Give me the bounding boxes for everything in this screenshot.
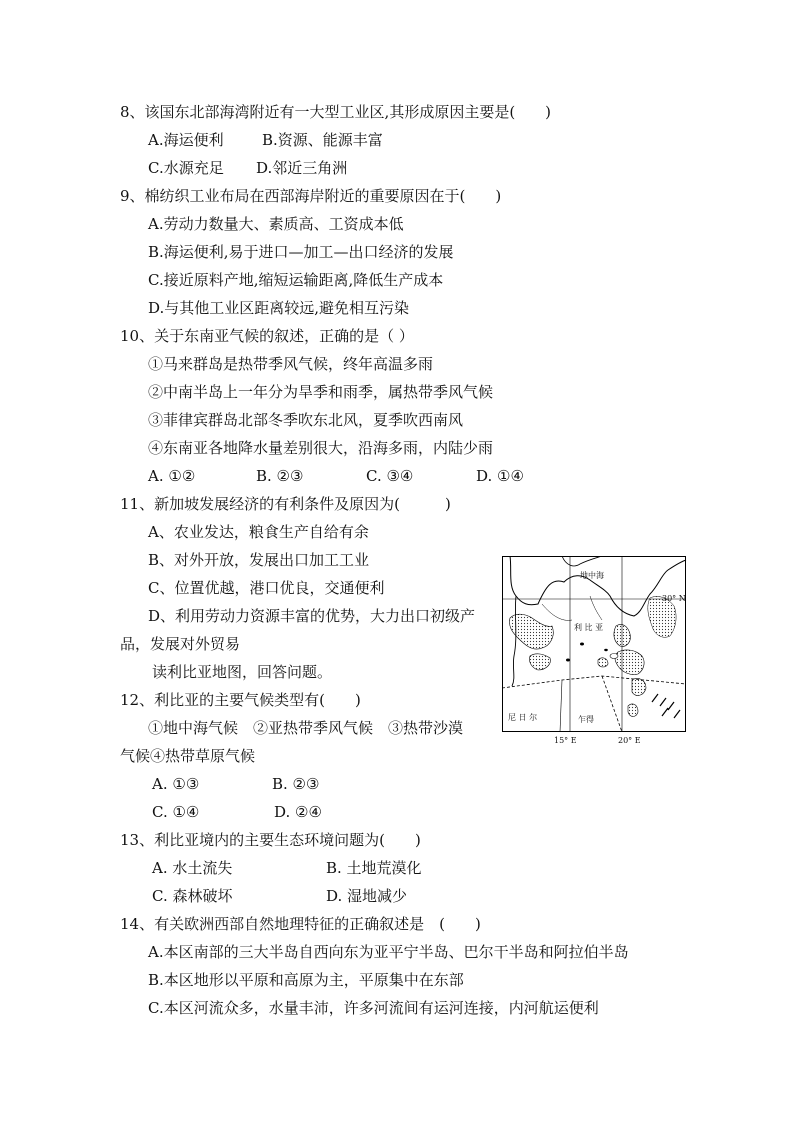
q8-stem: 8、该国东北部海湾附近有一大型工业区,其形成原因主要是( ) — [120, 103, 552, 121]
q10-option-c[interactable]: C. ③④ — [366, 467, 414, 485]
map-intro: 读利比亚地图，回答问题。 — [152, 663, 333, 681]
q14-stem: 14、有关欧洲西部自然地理特征的正确叙述是 ( ) — [120, 915, 481, 933]
q12-option-a[interactable]: A. ①③ — [152, 775, 200, 793]
q13-option-d[interactable]: D. 湿地减少 — [326, 887, 408, 905]
q11-option-a[interactable]: A、农业发达，粮食生产自给有余 — [148, 523, 369, 541]
q11-stem: 11、新加坡发展经济的有利条件及原因为( ) — [120, 495, 451, 513]
q14-option-c[interactable]: C.本区河流众多，水量丰沛，许多河流间有运河连接，内河航运便利 — [148, 999, 599, 1017]
q10-option-d[interactable]: D. ①④ — [476, 467, 524, 485]
q11-option-b[interactable]: B、对外开放，发展出口加工工业 — [148, 551, 370, 569]
q11-option-c[interactable]: C、位置优越，港口优良，交通便利 — [148, 579, 385, 597]
libya-map — [502, 556, 690, 745]
q12-stem: 12、利比亚的主要气候类型有( ) — [120, 691, 361, 709]
q12-option-b[interactable]: B. ②③ — [272, 775, 320, 793]
q13-option-c[interactable]: C. 森林破坏 — [152, 887, 233, 905]
q8-option-b[interactable]: B.资源、能源丰富 — [262, 131, 383, 149]
q10-stem: 10、关于东南亚气候的叙述，正确的是（ ） — [120, 327, 414, 345]
q10-statement-2: ②中南半岛上一年分为旱季和雨季，属热带季风气候 — [148, 383, 494, 401]
q11-option-d-continued: 品，发展对外贸易 — [120, 635, 241, 653]
q12-option-d[interactable]: D. ②④ — [274, 803, 322, 821]
map-label-chad: 乍得 — [578, 715, 594, 724]
map-label-niger: 尼 日 尔 — [508, 713, 538, 722]
q9-option-c[interactable]: C.接近原料产地,缩短运输距离,降低生产成本 — [148, 271, 444, 289]
q9-option-d[interactable]: D.与其他工业区距离较远,避免相互污染 — [148, 299, 410, 317]
q9-option-b[interactable]: B.海运便利,易于进口—加工—出口经济的发展 — [148, 243, 454, 261]
map-label-libya: 利 比 亚 — [574, 623, 604, 632]
q9-stem: 9、棉纺织工业布局在西部海岸附近的重要原因在于( ) — [120, 187, 502, 205]
q12-option-c[interactable]: C. ①④ — [152, 803, 200, 821]
q10-statement-4: ④东南亚各地降水量差别很大，沿海多雨，内陆少雨 — [148, 439, 494, 457]
q12-choices-line-1: ①地中海气候 ②亚热带季风气候 ③热带沙漠 — [148, 719, 464, 737]
map-label-lat-30n: 30° N — [662, 594, 686, 603]
q10-option-a[interactable]: A. ①② — [148, 467, 196, 485]
q12-choices-line-2: 气候④热带草原气候 — [120, 747, 256, 765]
q14-option-a[interactable]: A.本区南部的三大半岛自西向东为亚平宁半岛、巴尔干半岛和阿拉伯半岛 — [148, 943, 629, 961]
q10-statement-1: ①马来群岛是热带季风气候，终年高温多雨 — [148, 355, 434, 373]
map-label-lon-20e: 20° E — [618, 736, 641, 745]
map-label-sea: 地中海 — [580, 571, 604, 580]
q8-option-c[interactable]: C.水源充足 — [148, 159, 224, 177]
q13-option-b[interactable]: B. 土地荒漠化 — [326, 859, 422, 877]
q10-option-b[interactable]: B. ②③ — [256, 467, 304, 485]
q11-option-d[interactable]: D、利用劳动力资源丰富的优势，大力出口初级产 — [148, 607, 476, 625]
q13-stem: 13、利比亚境内的主要生态环境问题为( ) — [120, 831, 421, 849]
libya-map-drawing — [502, 556, 690, 734]
q8-option-d[interactable]: D.邻近三角洲 — [256, 159, 348, 177]
q13-option-a[interactable]: A. 水土流失 — [152, 859, 233, 877]
q10-statement-3: ③菲律宾群岛北部冬季吹东北风，夏季吹西南风 — [148, 411, 464, 429]
q14-option-b[interactable]: B.本区地形以平原和高原为主，平原集中在东部 — [148, 971, 464, 989]
q9-option-a[interactable]: A.劳动力数量大、素质高、工资成本低 — [148, 215, 404, 233]
map-label-lon-15e: 15° E — [554, 736, 577, 745]
q8-option-a[interactable]: A.海运便利 — [148, 131, 224, 149]
